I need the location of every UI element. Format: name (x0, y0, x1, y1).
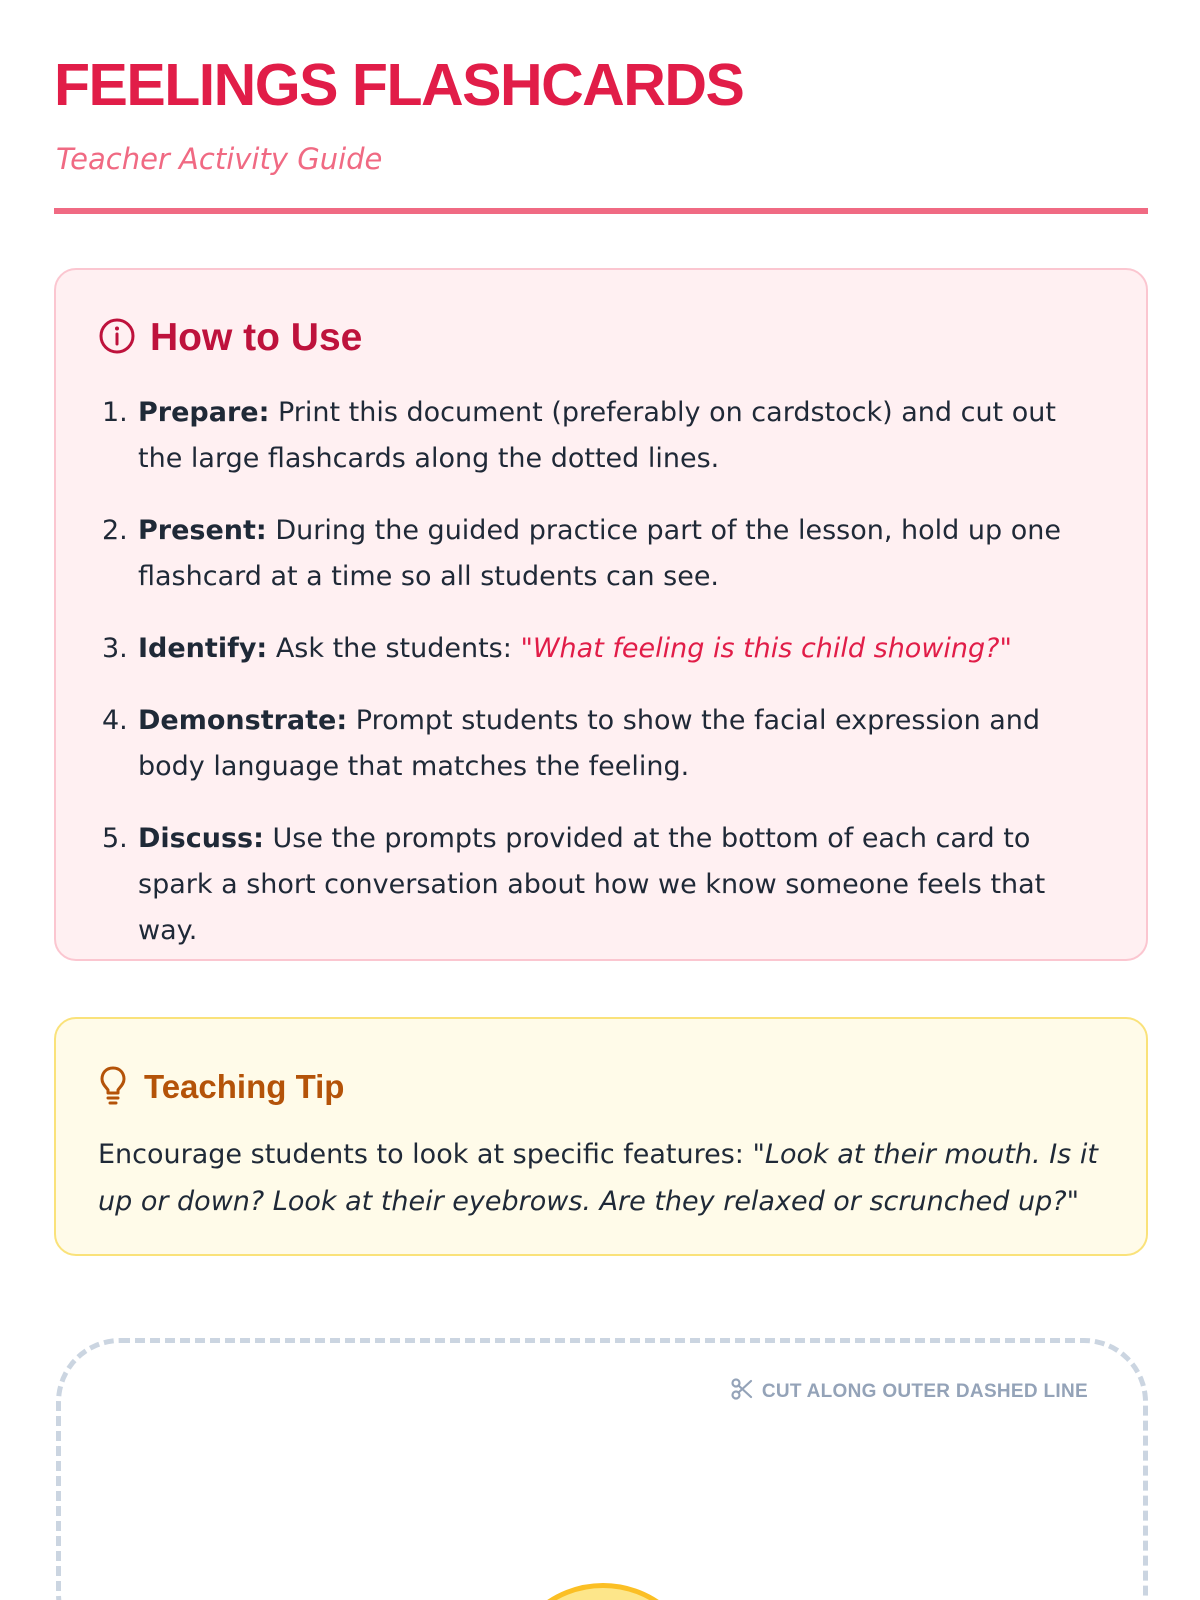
teaching-tip-title: Teaching Tip (144, 1068, 345, 1105)
how-to-use-panel (54, 268, 1148, 961)
step-text: Ask the students: (275, 633, 512, 664)
teaching-tip-header (98, 1065, 344, 1109)
step-item (102, 626, 1102, 672)
step-quote: "What feeling is this child showing?" (520, 633, 1012, 664)
step-label: Discuss: (138, 823, 264, 854)
step-number: 3. (102, 633, 128, 664)
step-label: Demonstrate: (138, 705, 348, 736)
teaching-tip-body (98, 1131, 1108, 1225)
step-label: Prepare: (138, 397, 270, 428)
teaching-tip-quote: "Look at their mouth. Is it up or down? Look at their eyebrows. Are they relaxed or scrunched up?" (98, 1139, 1098, 1217)
steps-list (102, 390, 1102, 980)
cut-note-text: CUT ALONG OUTER DASHED LINE (761, 1381, 1088, 1402)
step-item (102, 816, 1102, 954)
flashcard (56, 1338, 1148, 1600)
how-to-use-title: How to Use (150, 316, 363, 359)
step-text: Prompt students to show the facial expression and body language that matches the feeling. (138, 705, 1041, 782)
step-item (102, 508, 1102, 600)
step-label: Present: (138, 515, 267, 546)
step-label: Identify: (138, 633, 268, 664)
step-number: 5. (102, 823, 128, 854)
teaching-tip-panel (54, 1017, 1148, 1256)
lightbulb-icon (98, 1065, 128, 1109)
step-number: 4. (102, 705, 128, 736)
cut-note (730, 1377, 1088, 1407)
page-subtitle: Teacher Activity Guide (56, 142, 383, 176)
info-icon (98, 317, 136, 359)
teaching-tip-text: Encourage students to look at specific features: (98, 1139, 744, 1170)
step-item (102, 390, 1102, 482)
header-divider (54, 208, 1148, 214)
page-title: FEELINGS FLASHCARDS (54, 52, 744, 118)
how-to-use-header (98, 316, 362, 360)
step-item (102, 698, 1102, 790)
scissors-icon (730, 1377, 754, 1407)
page-header (54, 50, 1148, 176)
step-text: Print this document (preferably on cardstock) and cut out the large flashcards along the dotted lines. (138, 397, 1056, 474)
step-text: Use the prompts provided at the bottom of each card to spark a short conversation about how we know someone feels that way. (138, 823, 1046, 946)
step-text: During the guided practice part of the lesson, hold up one flashcard at a time so all students can see. (138, 515, 1061, 592)
step-number: 2. (102, 515, 128, 546)
step-number: 1. (102, 397, 128, 428)
